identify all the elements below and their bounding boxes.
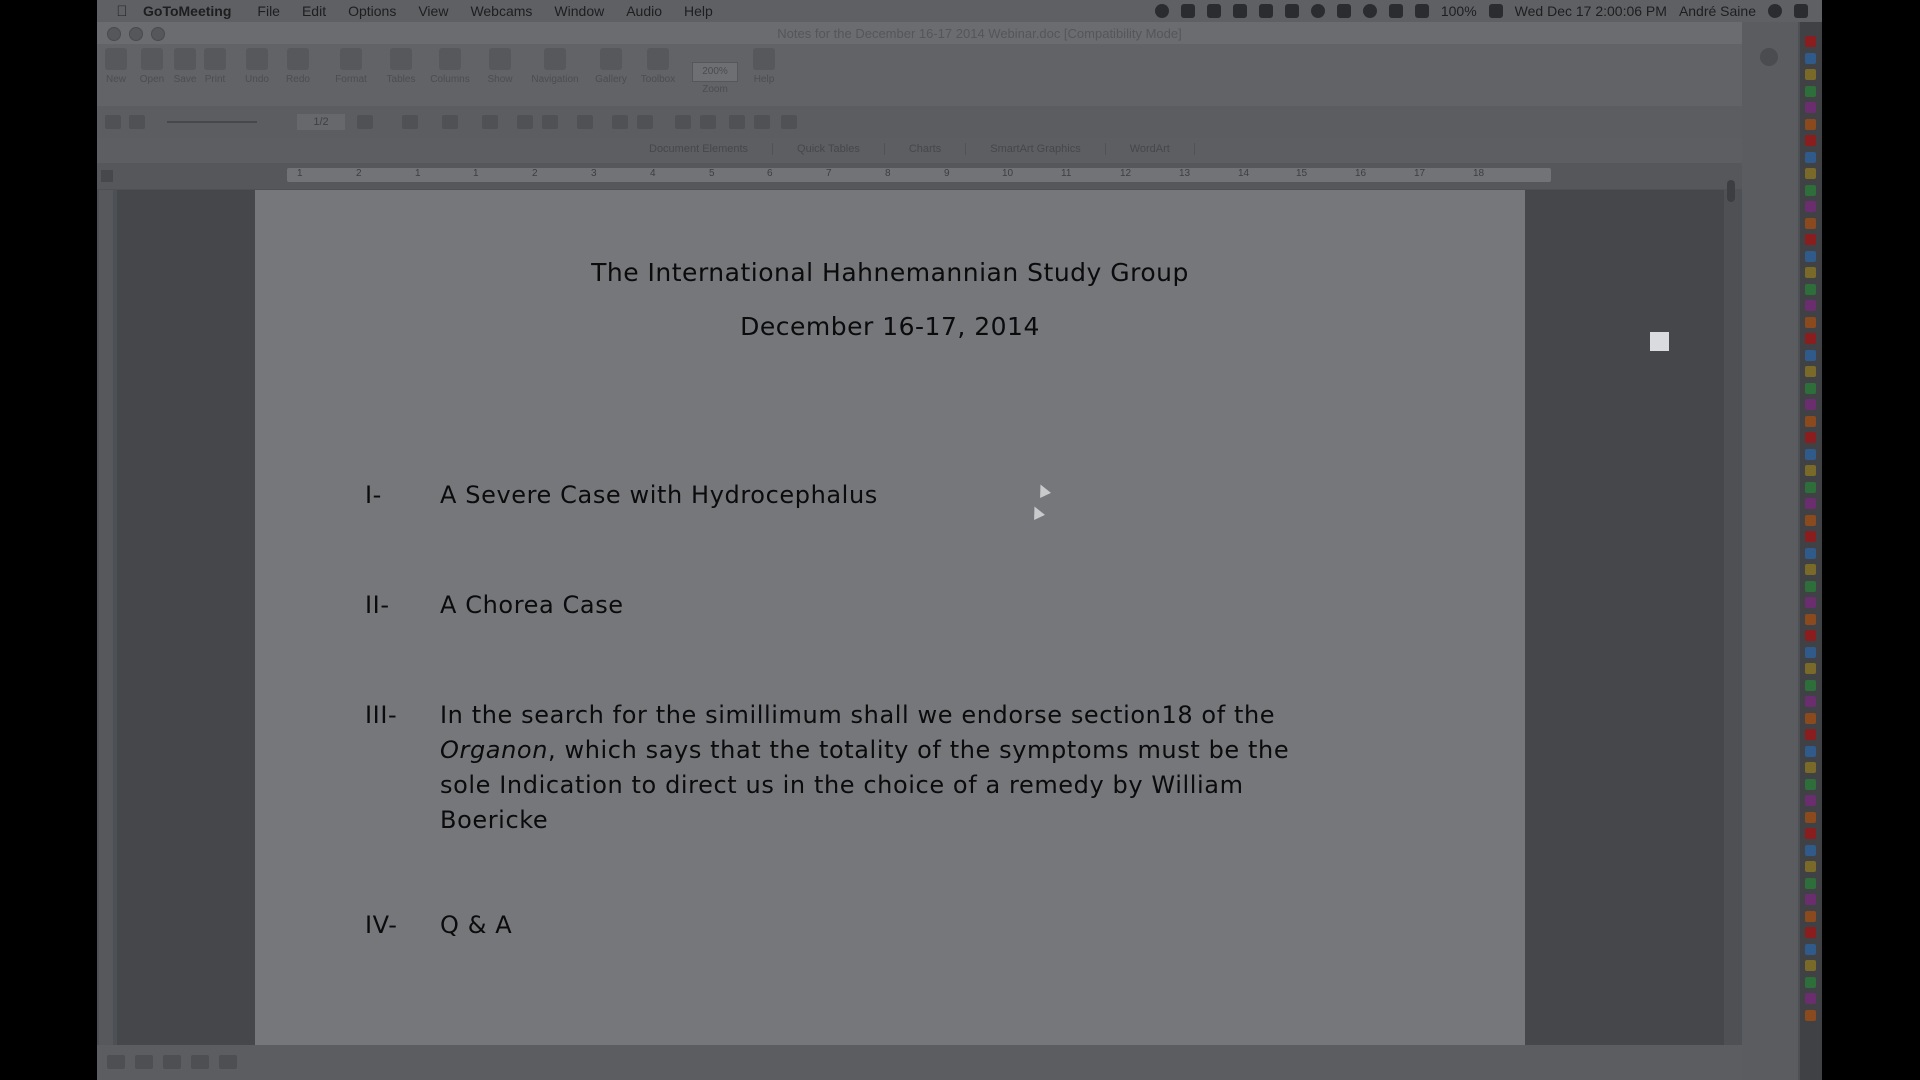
dock-app-icon[interactable] — [1805, 482, 1816, 493]
tab-wordart[interactable]: WordArt — [1106, 143, 1195, 155]
item-text: Q & A — [440, 911, 513, 939]
save-button[interactable]: Save — [172, 48, 198, 85]
ruler-number: 6 — [767, 168, 773, 179]
dock-app-icon[interactable] — [1805, 36, 1816, 47]
toolbox-panel — [1742, 22, 1798, 1080]
dock-app-icon[interactable] — [1805, 845, 1816, 856]
dock-app-icon[interactable] — [1805, 795, 1816, 806]
dock-app-icon[interactable] — [1805, 564, 1816, 575]
dock-app-icon[interactable] — [1805, 102, 1816, 113]
dock-app-icon[interactable] — [1805, 861, 1816, 872]
gallery-icon — [600, 48, 622, 70]
dock-app-icon[interactable] — [1805, 366, 1816, 377]
window-title: Notes for the December 16-17 2014 Webinar.doc [Compatibility Mode] — [777, 26, 1182, 41]
notification-center-icon[interactable] — [1794, 4, 1808, 18]
open-button[interactable]: Open — [139, 48, 165, 85]
dock-app-icon[interactable] — [1805, 284, 1816, 295]
menu-audio[interactable]: Audio — [626, 3, 663, 19]
menu-bar — [97, 0, 1822, 22]
app-status-icon[interactable] — [1207, 4, 1221, 18]
screen — [97, 0, 1822, 1080]
menu-edit[interactable]: Edit — [301, 3, 327, 19]
line-style-selector[interactable] — [167, 121, 257, 123]
toolbox-close-icon[interactable] — [1760, 48, 1778, 66]
ruler-number: 5 — [709, 168, 715, 179]
dock-app-icon[interactable] — [1805, 614, 1816, 625]
border-icon[interactable] — [402, 115, 418, 129]
format-icon — [340, 48, 362, 70]
print-layout-icon[interactable] — [191, 1055, 209, 1069]
dock-app-icon[interactable] — [1805, 317, 1816, 328]
dock-app-icon[interactable] — [1805, 680, 1816, 691]
dock-app-icon[interactable] — [1805, 548, 1816, 559]
dock-app-icon[interactable] — [1805, 399, 1816, 410]
dock-app-icon[interactable] — [1805, 894, 1816, 905]
app-dock — [1800, 22, 1822, 1080]
dock-app-icon[interactable] — [1805, 1010, 1816, 1021]
battery-percent: 100% — [1440, 3, 1477, 19]
dock-app-icon[interactable] — [1805, 663, 1816, 674]
ruler-number: 12 — [1120, 168, 1132, 179]
dock-app-icon[interactable] — [1805, 960, 1816, 971]
dock-app-icon[interactable] — [1805, 927, 1816, 938]
ruler-bar — [97, 163, 1742, 189]
dock-app-icon[interactable] — [1805, 449, 1816, 460]
ruler-number: 3 — [591, 168, 597, 179]
help-icon — [753, 48, 775, 70]
table-insert-icon[interactable] — [482, 115, 498, 129]
dock-app-icon[interactable] — [1805, 828, 1816, 839]
apple-icon[interactable] — [111, 3, 133, 20]
horizontal-ruler[interactable] — [287, 168, 1551, 182]
sort-ascending-icon[interactable] — [729, 115, 745, 129]
dock-app-icon[interactable] — [1805, 168, 1816, 179]
ruler-number: 15 — [1296, 168, 1308, 179]
ruler-number: 11 — [1061, 168, 1072, 179]
zoom-label: Zoom — [702, 84, 728, 95]
print-icon — [204, 48, 226, 70]
volume-icon[interactable] — [1389, 4, 1403, 18]
print-button[interactable]: Print — [202, 48, 228, 85]
columns-button[interactable]: Columns — [427, 48, 473, 85]
dock-app-icon[interactable] — [1805, 152, 1816, 163]
line-color-icon[interactable] — [357, 115, 373, 129]
tab-document-elements[interactable]: Document Elements — [625, 143, 773, 155]
format-button[interactable]: Format — [331, 48, 371, 85]
clock[interactable]: Wed Dec 17 2:00:06 PM — [1514, 3, 1667, 19]
ruler-number: 8 — [885, 168, 891, 179]
dock-app-icon[interactable] — [1805, 746, 1816, 757]
battery-icon[interactable] — [1489, 4, 1503, 18]
tab-charts[interactable]: Charts — [885, 143, 966, 155]
dock-app-icon[interactable] — [1805, 218, 1816, 229]
dock-app-icon[interactable] — [1805, 465, 1816, 476]
ruler-number: 16 — [1355, 168, 1367, 179]
dock-app-icon[interactable] — [1805, 201, 1816, 212]
dock-app-icon[interactable] — [1805, 234, 1816, 245]
dock-app-icon[interactable] — [1805, 86, 1816, 97]
table-icon — [390, 48, 412, 70]
undo-icon — [246, 48, 268, 70]
open-folder-icon — [141, 48, 163, 70]
display-icon[interactable] — [1259, 4, 1273, 18]
status-area — [1155, 0, 1808, 22]
document-heading: The International Hahnemannian Study Group — [591, 258, 1189, 287]
dock-app-icon[interactable] — [1805, 119, 1816, 130]
tab-quick-tables[interactable]: Quick Tables — [773, 143, 885, 155]
dock-app-icon[interactable] — [1805, 713, 1816, 724]
dock-app-icon[interactable] — [1805, 515, 1816, 526]
notebook-view-icon[interactable] — [219, 1055, 237, 1069]
menu-app[interactable]: GoToMeeting — [143, 3, 232, 19]
document-date: December 16-17, 2014 — [740, 312, 1040, 341]
user-name[interactable]: André Saine — [1678, 3, 1756, 19]
dock-app-icon[interactable] — [1805, 185, 1816, 196]
sort-descending-icon[interactable] — [754, 115, 770, 129]
ruler-number: 18 — [1473, 168, 1485, 179]
menu-webcams[interactable]: Webcams — [470, 3, 533, 19]
dock-app-icon[interactable] — [1805, 597, 1816, 608]
show-button[interactable]: Show — [485, 48, 515, 85]
ruler-number: 10 — [1002, 168, 1014, 179]
ruler-number: 1 — [473, 168, 479, 179]
page-indicator[interactable]: 1/2 — [297, 114, 345, 130]
elements-gallery — [97, 138, 1742, 163]
eraser-icon[interactable] — [129, 115, 145, 129]
dock-app-icon[interactable] — [1805, 696, 1816, 707]
columns-icon — [439, 48, 461, 70]
toolbox-button[interactable]: Toolbox — [635, 48, 681, 85]
dock-app-icon[interactable] — [1805, 350, 1816, 361]
vertical-ruler[interactable] — [99, 190, 113, 1045]
ruler-number: 9 — [944, 168, 950, 179]
dock-app-icon[interactable] — [1805, 944, 1816, 955]
dock-app-icon[interactable] — [1805, 531, 1816, 542]
ruler-number: 2 — [532, 168, 538, 179]
dock-app-icon[interactable] — [1805, 762, 1816, 773]
navigation-button[interactable]: Navigation — [525, 48, 585, 85]
merge-cells-icon[interactable] — [517, 115, 533, 129]
dock-app-icon[interactable] — [1805, 300, 1816, 311]
toolbox-icon — [647, 48, 669, 70]
window-title-bar — [97, 22, 1742, 44]
input-menu-icon[interactable] — [1415, 4, 1429, 18]
dock-app-icon[interactable] — [1805, 647, 1816, 658]
distribute-columns-icon[interactable] — [637, 115, 653, 129]
dock-app-icon[interactable] — [1805, 581, 1816, 592]
dock-app-icon[interactable] — [1805, 878, 1816, 889]
item-text: A Severe Case with Hydrocephalus — [440, 481, 878, 509]
ruler-number: 17 — [1414, 168, 1426, 179]
dock-app-icon[interactable] — [1805, 267, 1816, 278]
menu-view[interactable]: View — [418, 3, 449, 19]
dock-app-icon[interactable] — [1805, 69, 1816, 80]
split-cells-icon[interactable] — [542, 115, 558, 129]
standard-toolbar — [97, 44, 1742, 107]
item-text: A Chorea Case — [440, 591, 624, 619]
document-page[interactable] — [255, 190, 1525, 1045]
autoformat-icon[interactable] — [675, 115, 691, 129]
status-bar — [97, 1045, 1742, 1080]
vertical-scrollbar[interactable] — [1724, 190, 1740, 1045]
record-icon[interactable] — [1155, 4, 1169, 18]
dock-app-icon[interactable] — [1805, 135, 1816, 146]
navigation-icon — [544, 48, 566, 70]
help-button[interactable]: Help — [749, 48, 779, 85]
ruler-number: 4 — [650, 168, 656, 179]
organon-italic: Organon — [440, 736, 549, 764]
menu-window[interactable]: Window — [554, 3, 605, 19]
dock-app-icon[interactable] — [1805, 729, 1816, 740]
dropbox-icon[interactable] — [1181, 4, 1195, 18]
new-button[interactable]: New — [105, 48, 127, 85]
zoom-field[interactable]: 200% — [692, 62, 738, 82]
menu-file[interactable]: File — [257, 3, 280, 19]
shading-icon[interactable] — [442, 115, 458, 129]
sum-icon[interactable] — [781, 115, 797, 129]
tab-smartart-graphics[interactable]: SmartArt Graphics — [966, 143, 1105, 155]
pilcrow-icon — [489, 48, 511, 70]
dock-app-icon[interactable] — [1805, 251, 1816, 262]
spotlight-search-icon[interactable] — [1768, 4, 1782, 18]
draft-view-icon[interactable] — [107, 1055, 125, 1069]
distribute-rows-icon[interactable] — [612, 115, 628, 129]
item-numeral: I- — [365, 481, 382, 509]
gallery-tabs — [625, 143, 1195, 155]
formatting-toolbar — [97, 106, 1742, 138]
menu-options[interactable]: Options — [348, 3, 397, 19]
save-icon — [174, 48, 196, 70]
publishing-view-icon[interactable] — [163, 1055, 181, 1069]
ruler-number: 14 — [1238, 168, 1250, 179]
flask-icon[interactable] — [1233, 4, 1247, 18]
undo-button[interactable]: Undo — [242, 48, 272, 85]
dock-app-icon[interactable] — [1805, 333, 1816, 344]
draw-pen-icon[interactable] — [105, 115, 121, 129]
time-machine-icon[interactable] — [1311, 4, 1325, 18]
dock-app-icon[interactable] — [1805, 812, 1816, 823]
ruler-number: 2 — [356, 168, 362, 179]
dock-app-icon[interactable] — [1805, 383, 1816, 394]
dock-app-icon[interactable] — [1805, 630, 1816, 641]
dock-app-icon[interactable] — [1805, 416, 1816, 427]
outline-view-icon[interactable] — [135, 1055, 153, 1069]
dock-app-icon[interactable] — [1805, 779, 1816, 790]
document-area — [117, 190, 1724, 1045]
gallery-button[interactable]: Gallery — [591, 48, 631, 85]
item-numeral: IV- — [365, 911, 398, 939]
ruler-number: 1 — [415, 168, 421, 179]
selection-handle[interactable] — [1650, 332, 1669, 351]
dock-app-icon[interactable] — [1805, 977, 1816, 988]
item-text: In the search for the simillimum shall we endorse section18 of the Organon, which says that the totality of the symptoms must be the sole Indication to direct us in the choice of a remedy by William Boericke — [440, 701, 1290, 834]
redo-button[interactable]: Redo — [283, 48, 313, 85]
ruler-number: 1 — [297, 168, 303, 179]
menu-help[interactable]: Help — [684, 3, 713, 19]
dock-app-icon[interactable] — [1805, 993, 1816, 1004]
dock-app-icon[interactable] — [1805, 432, 1816, 443]
dock-app-icon[interactable] — [1805, 53, 1816, 64]
new-document-icon — [105, 48, 127, 70]
tab-stop-selector-icon[interactable] — [101, 170, 113, 182]
bluetooth-icon[interactable] — [1337, 4, 1351, 18]
wifi-icon[interactable] — [1363, 4, 1377, 18]
keyboard-icon[interactable] — [1285, 4, 1299, 18]
text-direction-icon[interactable] — [700, 115, 716, 129]
ruler-number: 7 — [826, 168, 832, 179]
item-numeral: III- — [365, 701, 398, 729]
item-numeral: II- — [365, 591, 390, 619]
ruler-number: 13 — [1179, 168, 1191, 179]
align-icon[interactable] — [577, 115, 593, 129]
dock-app-icon[interactable] — [1805, 911, 1816, 922]
tables-button[interactable]: Tables — [383, 48, 419, 85]
scrollbar-thumb[interactable] — [1727, 180, 1735, 202]
dock-app-icon[interactable] — [1805, 498, 1816, 509]
redo-icon — [287, 48, 309, 70]
